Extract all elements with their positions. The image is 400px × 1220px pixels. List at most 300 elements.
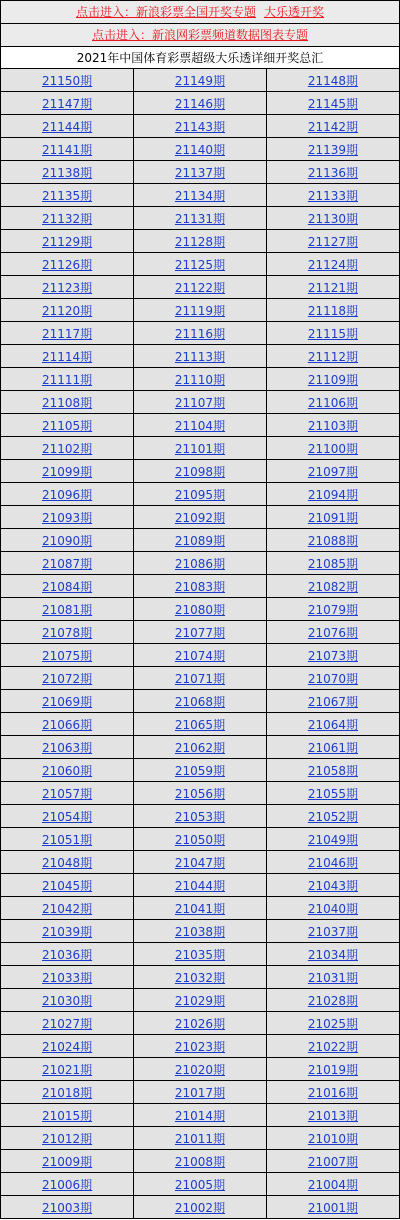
issue-link[interactable]: 21106期 xyxy=(307,395,358,410)
issue-link[interactable]: 21017期 xyxy=(174,1085,226,1100)
issue-cell xyxy=(266,667,399,690)
issue-link[interactable]: 21103期 xyxy=(307,418,358,433)
issue-cell xyxy=(1,713,134,736)
issue-row xyxy=(1,575,399,598)
issue-link[interactable]: 21078期 xyxy=(41,625,93,640)
issue-link[interactable]: 21071期 xyxy=(174,671,226,686)
issue-row xyxy=(1,713,399,736)
issue-link[interactable]: 21039期 xyxy=(41,924,93,939)
issue-cell xyxy=(1,966,134,989)
issue-row xyxy=(1,1012,399,1035)
issue-link[interactable]: 21037期 xyxy=(307,924,358,939)
issue-cell xyxy=(134,1012,267,1035)
issue-cell xyxy=(266,989,399,1012)
issue-cell xyxy=(1,207,134,230)
issue-cell xyxy=(134,897,267,920)
issue-cell xyxy=(134,1150,267,1173)
issue-cell xyxy=(134,184,267,207)
issue-cell xyxy=(266,713,399,736)
issue-link[interactable]: 21130期 xyxy=(307,211,358,226)
issue-cell xyxy=(134,391,267,414)
issue-link[interactable]: 21008期 xyxy=(174,1154,226,1169)
issue-link[interactable]: 21110期 xyxy=(174,372,226,387)
issue-cell xyxy=(1,897,134,920)
issue-link[interactable]: 21064期 xyxy=(307,717,358,732)
issue-link[interactable]: 21012期 xyxy=(41,1131,93,1146)
issue-cell xyxy=(266,506,399,529)
issue-cell xyxy=(266,644,399,667)
issue-row xyxy=(1,828,399,851)
issue-link[interactable]: 21024期 xyxy=(41,1039,93,1054)
issue-cell xyxy=(1,1104,134,1127)
issue-cell xyxy=(266,207,399,230)
issue-link[interactable]: 21016期 xyxy=(307,1085,358,1100)
issue-link[interactable]: 21117期 xyxy=(41,326,93,341)
issue-cell xyxy=(266,1150,399,1173)
issue-cell xyxy=(134,598,267,621)
issue-link[interactable]: 21120期 xyxy=(41,303,93,318)
issue-link[interactable]: 21036期 xyxy=(41,947,93,962)
issue-cell xyxy=(1,437,134,460)
issue-cell xyxy=(266,690,399,713)
issue-link[interactable]: 21093期 xyxy=(41,510,93,525)
issue-cell xyxy=(1,805,134,828)
dlt-results-link[interactable]: 大乐透开奖 xyxy=(264,5,325,19)
issue-link[interactable]: 21001期 xyxy=(307,1200,358,1215)
issue-cell xyxy=(266,782,399,805)
issue-cell xyxy=(134,575,267,598)
issue-row xyxy=(1,1081,399,1104)
lottery-topic-link[interactable]: 点击进入：新浪彩票全国开奖专题 xyxy=(75,5,256,19)
issue-link[interactable]: 21005期 xyxy=(174,1177,226,1192)
issue-table-body xyxy=(1,69,399,1219)
issue-cell xyxy=(134,69,267,92)
issue-link[interactable]: 21058期 xyxy=(307,763,358,778)
issue-row xyxy=(1,1058,399,1081)
issue-link[interactable]: 21139期 xyxy=(307,142,358,157)
issue-cell xyxy=(1,1150,134,1173)
issue-link[interactable]: 21007期 xyxy=(307,1154,358,1169)
issue-link[interactable]: 21081期 xyxy=(41,602,93,617)
issue-cell xyxy=(266,253,399,276)
issue-cell xyxy=(1,874,134,897)
chart-topic-row xyxy=(1,23,399,46)
issue-cell xyxy=(266,1058,399,1081)
issue-link[interactable]: 21088期 xyxy=(307,533,358,548)
issue-cell xyxy=(134,138,267,161)
issue-link[interactable]: 21124期 xyxy=(307,257,358,272)
issue-link[interactable]: 21092期 xyxy=(174,510,226,525)
issue-row xyxy=(1,529,399,552)
issue-link[interactable]: 21042期 xyxy=(41,901,93,916)
issue-cell xyxy=(1,184,134,207)
issue-link[interactable]: 21083期 xyxy=(174,579,226,594)
issue-link[interactable]: 21009期 xyxy=(41,1154,93,1169)
issue-row xyxy=(1,207,399,230)
issue-cell xyxy=(266,230,399,253)
issue-row xyxy=(1,621,399,644)
issue-link[interactable]: 21031期 xyxy=(307,970,358,985)
issue-link[interactable]: 21127期 xyxy=(307,234,358,249)
issue-cell xyxy=(266,1104,399,1127)
issue-link[interactable]: 21062期 xyxy=(174,740,226,755)
issue-cell xyxy=(134,943,267,966)
issue-link[interactable]: 21011期 xyxy=(174,1131,226,1146)
issue-link[interactable]: 21027期 xyxy=(41,1016,93,1031)
issue-cell xyxy=(1,736,134,759)
issue-cell xyxy=(134,506,267,529)
issue-link[interactable]: 21134期 xyxy=(174,188,226,203)
issue-cell xyxy=(1,943,134,966)
issue-link[interactable]: 21052期 xyxy=(307,809,358,824)
issue-row xyxy=(1,644,399,667)
issue-link[interactable]: 21049期 xyxy=(307,832,358,847)
issue-row xyxy=(1,851,399,874)
issue-link[interactable]: 21029期 xyxy=(174,993,226,1008)
issue-link[interactable]: 21102期 xyxy=(41,441,93,456)
issue-link[interactable]: 21041期 xyxy=(174,901,226,916)
issue-cell xyxy=(134,345,267,368)
issue-link[interactable]: 21069期 xyxy=(41,694,93,709)
issue-cell xyxy=(1,161,134,184)
issue-cell xyxy=(1,506,134,529)
issue-link[interactable]: 21043期 xyxy=(307,878,358,893)
issue-link[interactable]: 21073期 xyxy=(307,648,358,663)
issue-cell xyxy=(266,299,399,322)
issue-cell xyxy=(266,759,399,782)
issue-cell xyxy=(134,828,267,851)
issue-link[interactable]: 21040期 xyxy=(307,901,358,916)
issue-link[interactable]: 21084期 xyxy=(41,579,93,594)
issue-cell xyxy=(1,276,134,299)
issue-row xyxy=(1,1196,399,1219)
issue-row xyxy=(1,1035,399,1058)
issue-cell xyxy=(1,851,134,874)
issue-cell xyxy=(266,414,399,437)
issue-link[interactable]: 21125期 xyxy=(174,257,226,272)
issue-link[interactable]: 21053期 xyxy=(174,809,226,824)
issue-cell xyxy=(1,828,134,851)
issue-link[interactable]: 21080期 xyxy=(174,602,226,617)
issue-row xyxy=(1,460,399,483)
issue-link[interactable]: 21028期 xyxy=(307,993,358,1008)
issue-link[interactable]: 21050期 xyxy=(174,832,226,847)
issue-link[interactable]: 21105期 xyxy=(41,418,93,433)
issue-link[interactable]: 21030期 xyxy=(41,993,93,1008)
issue-cell xyxy=(266,851,399,874)
issue-link[interactable]: 21065期 xyxy=(174,717,226,732)
issue-cell xyxy=(1,667,134,690)
issue-cell xyxy=(266,1127,399,1150)
issue-link[interactable]: 21033期 xyxy=(41,970,93,985)
issue-link[interactable]: 21146期 xyxy=(174,96,226,111)
issue-link[interactable]: 21100期 xyxy=(307,441,358,456)
issue-link[interactable]: 21091期 xyxy=(307,510,358,525)
issue-link[interactable]: 21115期 xyxy=(307,326,358,341)
issue-link[interactable]: 21047期 xyxy=(174,855,226,870)
issue-cell xyxy=(266,943,399,966)
issue-row xyxy=(1,391,399,414)
issue-link[interactable]: 21061期 xyxy=(307,740,358,755)
issue-cell xyxy=(266,1081,399,1104)
issue-link[interactable]: 21122期 xyxy=(174,280,226,295)
issue-row xyxy=(1,805,399,828)
issue-link[interactable]: 21136期 xyxy=(307,165,358,180)
issue-link[interactable]: 21075期 xyxy=(41,648,93,663)
issue-cell xyxy=(266,552,399,575)
issue-link[interactable]: 21109期 xyxy=(307,372,358,387)
issue-link[interactable]: 21020期 xyxy=(174,1062,226,1077)
issue-link[interactable]: 21101期 xyxy=(174,441,226,456)
issue-link[interactable]: 21099期 xyxy=(41,464,93,479)
issue-cell xyxy=(1,644,134,667)
issue-link[interactable]: 21056期 xyxy=(174,786,226,801)
issue-cell xyxy=(266,1012,399,1035)
issue-row xyxy=(1,322,399,345)
issue-row xyxy=(1,506,399,529)
issue-link[interactable]: 21128期 xyxy=(174,234,226,249)
issue-cell xyxy=(266,598,399,621)
issue-link[interactable]: 21114期 xyxy=(41,349,93,364)
issue-link[interactable]: 21118期 xyxy=(307,303,358,318)
issue-cell xyxy=(1,621,134,644)
issue-cell xyxy=(134,253,267,276)
issue-cell xyxy=(1,759,134,782)
issue-row xyxy=(1,782,399,805)
issue-row xyxy=(1,598,399,621)
issue-cell xyxy=(1,989,134,1012)
issue-link[interactable]: 21094期 xyxy=(307,487,358,502)
issue-link[interactable]: 21013期 xyxy=(307,1108,358,1123)
issue-row xyxy=(1,897,399,920)
issue-link[interactable]: 21096期 xyxy=(41,487,93,502)
issue-row xyxy=(1,989,399,1012)
issue-link[interactable]: 21014期 xyxy=(174,1108,226,1123)
issue-row xyxy=(1,368,399,391)
issue-link[interactable]: 21015期 xyxy=(41,1108,93,1123)
issue-link[interactable]: 21002期 xyxy=(174,1200,226,1215)
issue-cell xyxy=(266,1173,399,1196)
issue-cell xyxy=(134,690,267,713)
issue-cell xyxy=(134,322,267,345)
issue-link[interactable]: 21112期 xyxy=(307,349,358,364)
issue-cell xyxy=(1,138,134,161)
issue-cell xyxy=(134,1104,267,1127)
issue-row xyxy=(1,230,399,253)
issue-row xyxy=(1,184,399,207)
issue-link[interactable]: 21023期 xyxy=(174,1039,226,1054)
issue-cell xyxy=(134,989,267,1012)
issue-link[interactable]: 21085期 xyxy=(307,556,358,571)
issue-cell xyxy=(1,299,134,322)
issue-link[interactable]: 21098期 xyxy=(174,464,226,479)
issue-cell xyxy=(1,529,134,552)
issue-link[interactable]: 21055期 xyxy=(307,786,358,801)
issue-link[interactable]: 21116期 xyxy=(174,326,226,341)
issue-link[interactable]: 21067期 xyxy=(307,694,358,709)
issue-cell xyxy=(134,621,267,644)
issue-row xyxy=(1,483,399,506)
issue-link[interactable]: 21032期 xyxy=(174,970,226,985)
issue-link[interactable]: 21142期 xyxy=(307,119,358,134)
issue-link[interactable]: 21010期 xyxy=(307,1131,358,1146)
issue-link[interactable]: 21004期 xyxy=(307,1177,358,1192)
issue-row xyxy=(1,437,399,460)
issue-link[interactable]: 21104期 xyxy=(174,418,226,433)
issue-cell xyxy=(1,115,134,138)
issue-link[interactable]: 21057期 xyxy=(41,786,93,801)
issue-cell xyxy=(266,460,399,483)
issue-link[interactable]: 21138期 xyxy=(41,165,93,180)
issue-row xyxy=(1,943,399,966)
issue-cell xyxy=(134,92,267,115)
issue-link[interactable]: 21025期 xyxy=(307,1016,358,1031)
issue-cell xyxy=(1,391,134,414)
issue-cell xyxy=(1,1058,134,1081)
issue-link[interactable]: 21097期 xyxy=(307,464,358,479)
issue-cell xyxy=(1,253,134,276)
issue-link[interactable]: 21019期 xyxy=(307,1062,358,1077)
issue-link[interactable]: 21006期 xyxy=(41,1177,93,1192)
issue-row xyxy=(1,276,399,299)
issue-row xyxy=(1,874,399,897)
issue-link[interactable]: 21068期 xyxy=(174,694,226,709)
issue-cell xyxy=(134,483,267,506)
issue-link[interactable]: 21132期 xyxy=(41,211,93,226)
issue-table xyxy=(1,69,399,1219)
issue-link[interactable]: 21066期 xyxy=(41,717,93,732)
issue-row xyxy=(1,1150,399,1173)
issue-link[interactable]: 21077期 xyxy=(174,625,226,640)
issue-link[interactable]: 21129期 xyxy=(41,234,93,249)
issue-cell xyxy=(266,322,399,345)
issue-link[interactable]: 21038期 xyxy=(174,924,226,939)
issue-cell xyxy=(266,391,399,414)
issue-link[interactable]: 21148期 xyxy=(307,73,358,88)
issue-cell xyxy=(1,69,134,92)
issue-row xyxy=(1,1104,399,1127)
issue-row xyxy=(1,552,399,575)
issue-link[interactable]: 21149期 xyxy=(174,73,226,88)
issue-link[interactable]: 21135期 xyxy=(41,188,93,203)
issue-link[interactable]: 21074期 xyxy=(174,648,226,663)
issue-cell xyxy=(1,552,134,575)
issue-link[interactable]: 21143期 xyxy=(174,119,226,134)
issue-link[interactable]: 21045期 xyxy=(41,878,93,893)
issue-link[interactable]: 21035期 xyxy=(174,947,226,962)
issue-row xyxy=(1,920,399,943)
issue-link[interactable]: 21060期 xyxy=(41,763,93,778)
issue-cell xyxy=(266,736,399,759)
issue-link[interactable]: 21141期 xyxy=(41,142,93,157)
issue-link[interactable]: 21113期 xyxy=(174,349,226,364)
issue-link[interactable]: 21076期 xyxy=(307,625,358,640)
issue-cell xyxy=(134,299,267,322)
issue-cell xyxy=(266,184,399,207)
issue-link[interactable]: 21082期 xyxy=(307,579,358,594)
issue-link[interactable]: 21003期 xyxy=(41,1200,93,1215)
issue-cell xyxy=(134,230,267,253)
issue-link[interactable]: 21150期 xyxy=(41,73,93,88)
issue-link[interactable]: 21046期 xyxy=(307,855,358,870)
chart-topic-link[interactable]: 点击进入：新浪网彩票频道数据图表专题 xyxy=(91,28,308,42)
issue-link[interactable]: 21034期 xyxy=(307,947,358,962)
issue-link[interactable]: 21026期 xyxy=(174,1016,226,1031)
issue-row xyxy=(1,69,399,92)
issue-row xyxy=(1,161,399,184)
issue-cell xyxy=(266,575,399,598)
issue-row xyxy=(1,759,399,782)
issue-link[interactable]: 21123期 xyxy=(41,280,93,295)
issue-link[interactable]: 21051期 xyxy=(41,832,93,847)
issue-link[interactable]: 21119期 xyxy=(174,303,226,318)
issue-cell xyxy=(266,1035,399,1058)
issue-cell xyxy=(266,345,399,368)
issue-cell xyxy=(134,1196,267,1219)
issue-cell xyxy=(1,345,134,368)
issue-link[interactable]: 21133期 xyxy=(307,188,358,203)
issue-cell xyxy=(266,874,399,897)
issue-cell xyxy=(134,368,267,391)
issue-link[interactable]: 21021期 xyxy=(41,1062,93,1077)
issue-link[interactable]: 21070期 xyxy=(307,671,358,686)
issue-cell xyxy=(134,966,267,989)
issue-cell xyxy=(266,828,399,851)
issue-link[interactable]: 21126期 xyxy=(41,257,93,272)
issue-cell xyxy=(134,115,267,138)
issue-link[interactable]: 21072期 xyxy=(41,671,93,686)
issue-link[interactable]: 21089期 xyxy=(174,533,226,548)
issue-row xyxy=(1,115,399,138)
issue-cell xyxy=(266,966,399,989)
issue-cell xyxy=(1,92,134,115)
issue-row xyxy=(1,92,399,115)
issue-link[interactable]: 21079期 xyxy=(307,602,358,617)
issue-link[interactable]: 21063期 xyxy=(41,740,93,755)
issue-link[interactable]: 21140期 xyxy=(174,142,226,157)
issue-link[interactable]: 21059期 xyxy=(174,763,226,778)
issue-link[interactable]: 21145期 xyxy=(307,96,358,111)
issue-link[interactable]: 21144期 xyxy=(41,119,93,134)
issue-link[interactable]: 21044期 xyxy=(174,878,226,893)
issue-cell xyxy=(266,483,399,506)
issue-link[interactable]: 21048期 xyxy=(41,855,93,870)
issue-link[interactable]: 21022期 xyxy=(307,1039,358,1054)
issue-link[interactable]: 21111期 xyxy=(41,372,93,387)
issue-cell xyxy=(266,920,399,943)
issue-link[interactable]: 21018期 xyxy=(41,1085,93,1100)
issue-cell xyxy=(1,690,134,713)
issue-cell xyxy=(266,138,399,161)
issue-cell xyxy=(134,1058,267,1081)
issue-link[interactable]: 21095期 xyxy=(174,487,226,502)
issue-link[interactable]: 21108期 xyxy=(41,395,93,410)
issue-cell xyxy=(134,207,267,230)
issue-link[interactable]: 21054期 xyxy=(41,809,93,824)
issue-link[interactable]: 21147期 xyxy=(41,96,93,111)
issue-row xyxy=(1,736,399,759)
issue-link[interactable]: 21107期 xyxy=(174,395,226,410)
issue-link[interactable]: 21131期 xyxy=(174,211,226,226)
issue-link[interactable]: 21086期 xyxy=(174,556,226,571)
issue-cell xyxy=(266,161,399,184)
issue-link[interactable]: 21121期 xyxy=(307,280,358,295)
issue-link[interactable]: 21090期 xyxy=(41,533,93,548)
issue-cell xyxy=(134,460,267,483)
issue-link[interactable]: 21087期 xyxy=(41,556,93,571)
issue-cell xyxy=(1,1081,134,1104)
issue-link[interactable]: 21137期 xyxy=(174,165,226,180)
